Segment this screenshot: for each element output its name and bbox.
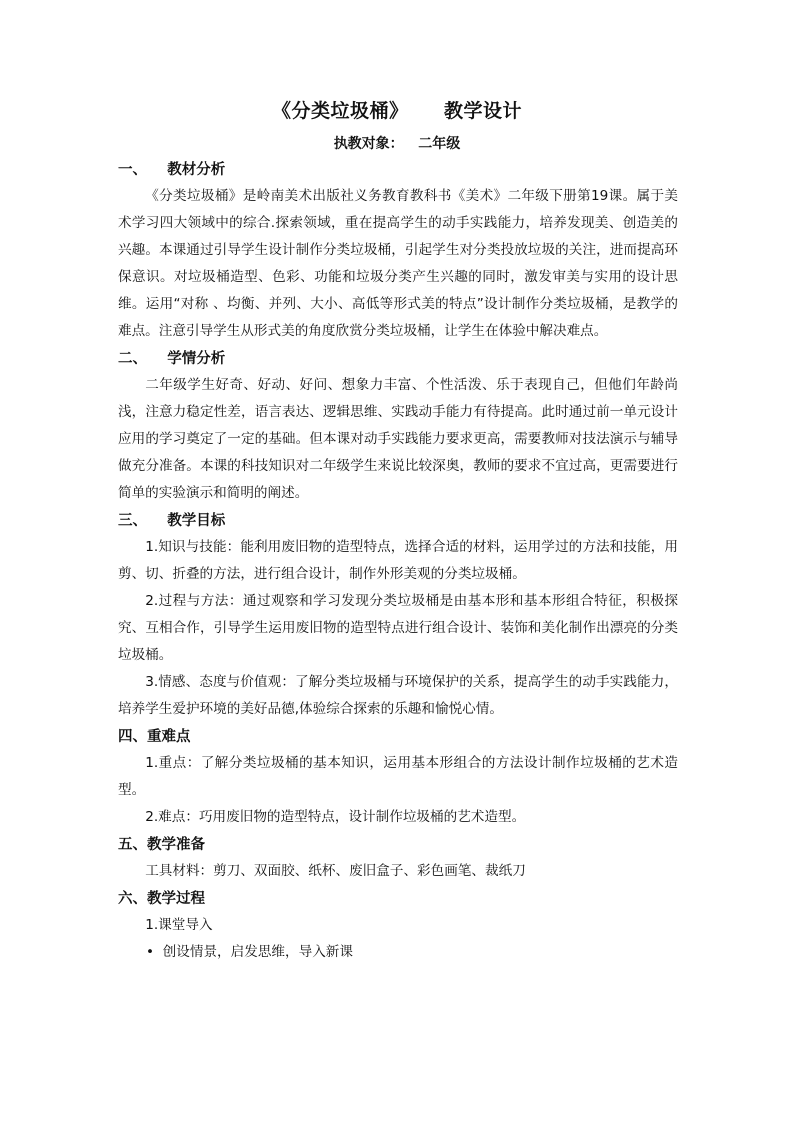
section-heading-teaching-goals: 三、 教学目标: [118, 513, 226, 529]
paragraph-student-analysis: 二年级学生好奇、好动、好问、想象力丰富、个性活泼、乐于表现自己，但他们年龄尚浅，注意力稳定性差，语言表达、逻辑思维、实践动手能力有待提高。此时通过前一单元设计应用的学习奠定了一定的基础。但本课对动手实践能力要求更高，需要教师对技法演示与辅导做充分准备。本课的科技知识对二年级学生来说比较深奥，教师的要求不宜过高，更需要进行简单的实验演示和简明的阐述。: [118, 377, 678, 501]
goal-item-attitude: 3.情感、态度与价值观：了解分类垃圾桶与环境保护的关系，提高学生的动手实践能力，培养学生爱护环境的美好品德,体验综合探索的乐趣和愉悦心情。: [118, 674, 678, 717]
materials-line: 工具材料：剪刀、双面胶、纸杯、废旧盒子、彩色画笔、裁纸刀: [145, 863, 526, 879]
process-step-intro: 1.课堂导入: [145, 917, 213, 933]
document-subtitle: 执教对象： 二年级: [333, 136, 461, 152]
document-body: [118, 158, 678, 966]
difficulty-item: 2.难点：巧用废旧物的造型特点，设计制作垃圾桶的艺术造型。: [145, 809, 526, 825]
section-heading-preparation: 五、教学准备: [118, 837, 205, 853]
section-heading-process: 六、教学过程: [118, 891, 205, 907]
section-heading-student-analysis: 二、 学情分析: [118, 351, 226, 367]
goal-item-knowledge: 1.知识与技能：能利用废旧物的造型特点，选择合适的材料，运用学过的方法和技能，用剪、切、折叠的方法，进行组合设计，制作外形美观的分类垃圾桶。: [118, 539, 678, 582]
process-bullet: • 创设情景，启发思维，导入新课: [146, 944, 353, 960]
document-title: 《分类垃圾桶》 教学设计: [271, 100, 523, 122]
goal-item-process: 2.过程与方法：通过观察和学习发现分类垃圾桶是由基本形和基本形组合特征，积极探究、互相合作，引导学生运用废旧物的造型特点进行组合设计、装饰和美化制作出漂亮的分类垃圾桶。: [118, 593, 678, 663]
section-heading-key-points: 四、重难点: [118, 729, 191, 745]
key-point-item: 1.重点：了解分类垃圾桶的基本知识，运用基本形组合的方法设计制作垃圾桶的艺术造型。: [118, 755, 678, 798]
section-heading-textbook-analysis: 一、 教材分析: [118, 162, 226, 178]
paragraph-textbook-analysis: 《分类垃圾桶》是岭南美术出版社义务教育教科书《美术》二年级下册第19课。属于美术学习四大领域中的综合.探索领域，重在提高学生的动手实践能力，培养发现美、创造美的兴趣。本课通过引导学生设计制作分类垃圾桶，引起学生对分类投放垃圾的关注，进而提高环保意识。对垃圾桶造型、色彩、功能和垃圾分类产生兴趣的同时，激发审美与实用的设计思维。运用“对称 、均衡、并列、大小、高低等形式美的特点”设计制作分类垃圾桶，是教学的难点。注意引导学生从形式美的角度欣赏分类垃圾桶，让学生在体验中解决难点。: [118, 188, 678, 339]
